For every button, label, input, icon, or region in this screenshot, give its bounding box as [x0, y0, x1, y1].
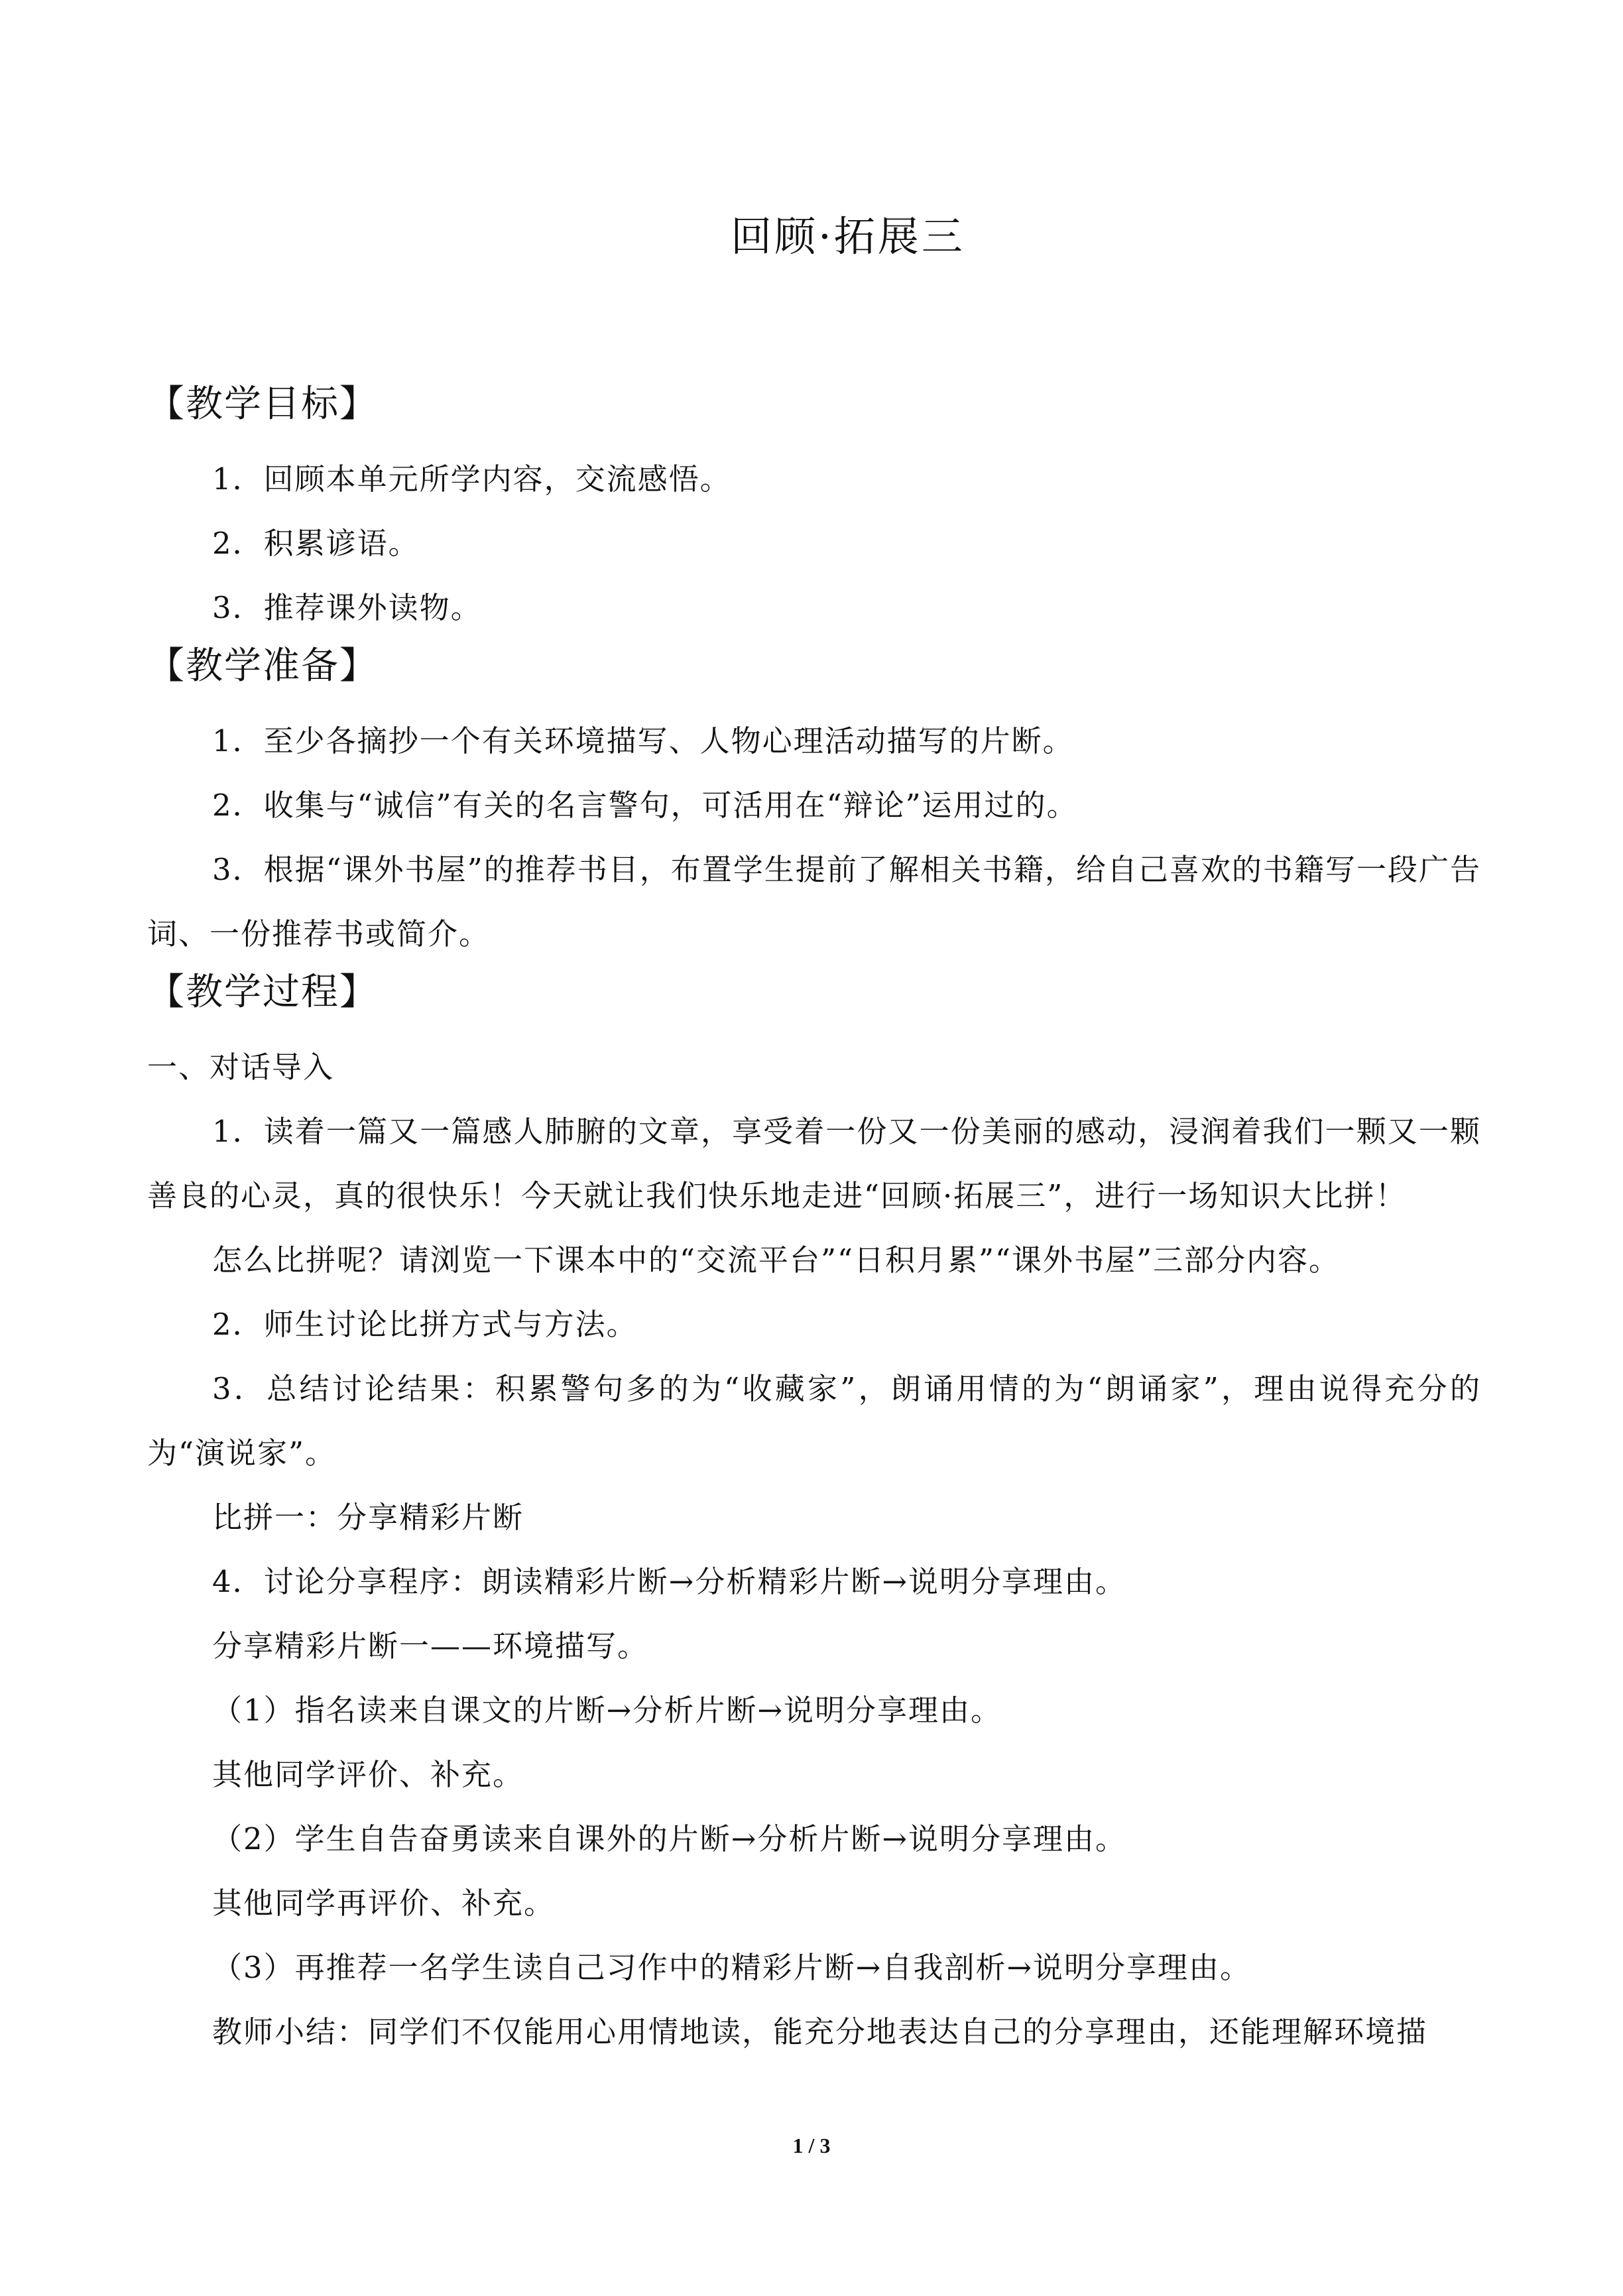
spacer: [147, 431, 1481, 447]
subheading: 一、对话导入: [147, 1050, 335, 1085]
document-body: [147, 378, 1481, 2064]
paragraph: （3）再推荐一名学生读自己习作中的精彩片断→自我剖析→说明分享理由。: [212, 1950, 1252, 1985]
paragraph: 1．至少各摘抄一个有关环境描写、人物心理活动描写的片断。: [212, 723, 1074, 758]
spacer: [147, 693, 1481, 709]
paragraph: 比拼一：分享精彩片断: [212, 1500, 524, 1535]
paragraph: 2．积累谚语。: [212, 526, 420, 561]
paragraph: （2）学生自告奋勇读来自课外的片断→分析片断→说明分享理由。: [212, 1821, 1127, 1856]
section-heading-process: 【教学过程】: [147, 971, 378, 1014]
paragraph: 1．读着一篇又一篇感人肺腑的文章，享受着一份又一份美丽的感动，浸润着我们一颗又一颗善良的心灵，真的很快乐！今天就让我们快乐地走进“回顾·拓展三”，进行一场知识大比拼！: [147, 1114, 1481, 1213]
section-heading-prep: 【教学准备】: [147, 644, 378, 688]
paragraph: 其他同学再评价、补充。: [212, 1886, 556, 1921]
paragraph: 教师小结：同学们不仅能用心用情地读，能充分地表达自己的分享理由，还能理解环境描: [212, 2014, 1428, 2049]
spacer: [147, 1019, 1481, 1035]
paragraph: 分享精彩片断一——环境描写。: [212, 1628, 649, 1663]
paragraph: 2．收集与“诚信”有关的名言警句，可活用在“辩论”运用过的。: [212, 788, 1078, 823]
paragraph: 1．回顾本单元所学内容，交流感悟。: [212, 461, 731, 497]
paragraph: 3．推荐课外读物。: [212, 590, 482, 625]
paragraph: （1）指名读来自课文的片断→分析片断→说明分享理由。: [212, 1693, 1002, 1728]
paragraph: 其他同学评价、补充。: [212, 1757, 524, 1792]
paragraph: 3．根据“课外书屋”的推荐书目，布置学生提前了解相关书籍，给自己喜欢的书籍写一段广告词、一份推荐书或简介。: [147, 852, 1481, 951]
paragraph: 4．讨论分享程序：朗读精彩片断→分析精彩片断→说明分享理由。: [212, 1564, 1127, 1599]
section-heading-goals: 【教学目标】: [147, 383, 378, 426]
paragraph: 2．师生讨论比拼方式与方法。: [212, 1307, 638, 1342]
page-title: 回顾·拓展三: [731, 212, 965, 261]
page-number: 1 / 3: [792, 2134, 831, 2157]
paragraph: 怎么比拼呢？请浏览一下课本中的“交流平台”“日积月累”“课外书屋”三部分内容。: [212, 1242, 1341, 1278]
paragraph: 3．总结讨论结果：积累警句多的为“收藏家”，朗诵用情的为“朗诵家”，理由说得充分的为“演说家”。: [147, 1371, 1481, 1471]
